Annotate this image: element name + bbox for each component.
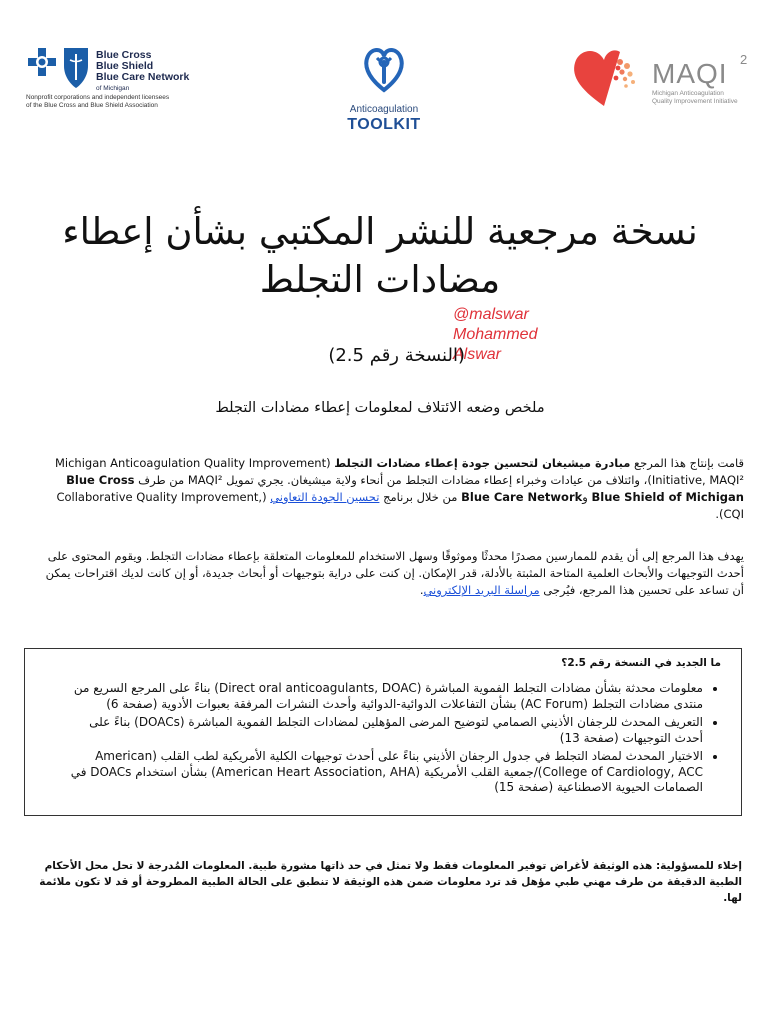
list-item: • معلومات محدثة بشأن مضادات التجلط الفموية المباشرة (Direct oral anticoagulants, DOAC) بناءً على المرجع السريع من منتدى مضادات التجلط (AC Forum) بشأن التفاعلات الدوائية-الدوائية وأحدث النشرات المرفقة بعبوات الأدوية (صفحة 6) [65,681,703,712]
purpose-text-end: . [419,583,424,597]
purpose-paragraph [44,548,744,599]
header-logos [0,0,768,150]
bcbs-cross-shield-icon [26,46,92,90]
whats-new-box [24,648,742,816]
intro-paragraph [44,455,744,523]
bcbs-logo [26,46,226,109]
maqi-tagline: Michigan Anticoagulation Quality Improvement Initiative [652,90,738,105]
intro-maqi-arabic-name: مبادرة ميشيغان لتحسين جودة إعطاء مضادات التجلط [334,456,631,470]
intro-text-c: (Michigan Anticoagulation Quality Improvement Initiative, MAQI²)، وائتلاف من عيادات وخبراء إعطاء مضادات التجلط من أنحاء ولاية ميشيغان. يجري تمويل MAQI² من طرف [54,456,744,487]
bcbs-name: Blue Cross Blue Shield Blue Care Network [96,49,190,83]
maqi-heart-icon [570,44,642,110]
toolkit-title: TOOLKIT [347,116,421,133]
intro-text-g: من خلال برنامج [379,490,462,504]
list-item: • التعريف المحدث للرجفان الأذيني الصمامي لتوضيح المرضى المؤهلين لمضادات التجلط الفموية المباشرة (DOACs) بناءً على أحدث التوجيهات (صفحة 13) [65,715,703,746]
intro-text-h: (Collaborative Quality Improvement, CQI). [56,490,744,521]
whats-new-list [65,681,721,799]
intro-text-and: و [582,490,592,504]
bcbs-of-michigan: of Michigan [96,85,130,92]
purpose-text: يهدف هذا المرجع إلى أن يقدم للممارسين مصدرًا محدثًا وموثوقًا وسهل الاستخدام للمعلومات المتعلقة بإعطاء مضادات التجلط. ويقوم المحتوى على أحدث التوجيهات والأبحاث العلمية المتاحة المثبتة بالأدلة، قدر الإمكان. إن كنت على دراية بتوجيهات أو أبحاث جديدة، أو إن كانت لديك اقتراحات يمكن أن تساعد على تحسين هذا المرجع، فيُرجى [45,549,744,597]
toolkit-heart-icon [362,44,406,94]
whats-new-title: ما الجديد في النسخة رقم 2.5؟ [561,657,721,669]
maqi-superscript: 2 [740,52,748,67]
list-item: • الاختيار المحدث لمضاد التجلط في جدول الرجفان الأذيني بناءً على أحدث توجيهات الكلية الأمريكية لطب القلب (American College of Cardiology, ACC)/جمعية القلب الأمريكية (American Heart Association, AHA) بشأن استخدام DOACs في الصمامات الحيوية الاصطناعية (صفحة 15) [65,749,703,796]
handwritten-annotation: @malswar Mohammed Alswar [453,306,538,363]
email-link[interactable]: مراسلة البريد الإلكتروني [423,583,540,597]
intro-bcbsm-name: Blue Cross Blue Shield of Michigan [66,473,744,504]
disclaimer: إخلاء للمسؤولية: هذه الوثيقة لأغراض توفير المعلومات فقط ولا تمثل في حد ذاتها مشورة طبية. المعلومات المُدرجة لا تحل محل الأحكام الطبية الدقيقة من طرف مهني طبي مؤهل قد ترد معلومات ضمن هذه الوثيقة لا تنطبق على الحالة الطبية المطروحة أو قد لا تكون ملائمة لها. [39,860,742,904]
toolkit-subtitle: Anticoagulation [349,104,419,115]
document-title: نسخة مرجعية للنشر المكتبي بشأن إعطاء مضادات التجلط [62,210,698,301]
document-subtitle: ملخص وضعه الائتلاف لمعلومات إعطاء مضادات التجلط [215,400,545,416]
version-label: (النسخة رقم 2.5) [328,345,465,366]
maqi2-logo [570,44,760,114]
intro-bcn-name: Blue Care Network [461,490,583,504]
anticoagulation-toolkit-logo [345,44,423,138]
maqi-wordmark: MAQI [652,58,728,89]
intro-text-a: قامت بإنتاج هذا المرجع [630,456,744,470]
bcbs-note: Nonprofit corporations and independent licensees of the Blue Cross and Blue Shield Association [26,94,170,109]
cqi-program-link[interactable]: تحسين الجودة التعاوني [270,490,380,504]
